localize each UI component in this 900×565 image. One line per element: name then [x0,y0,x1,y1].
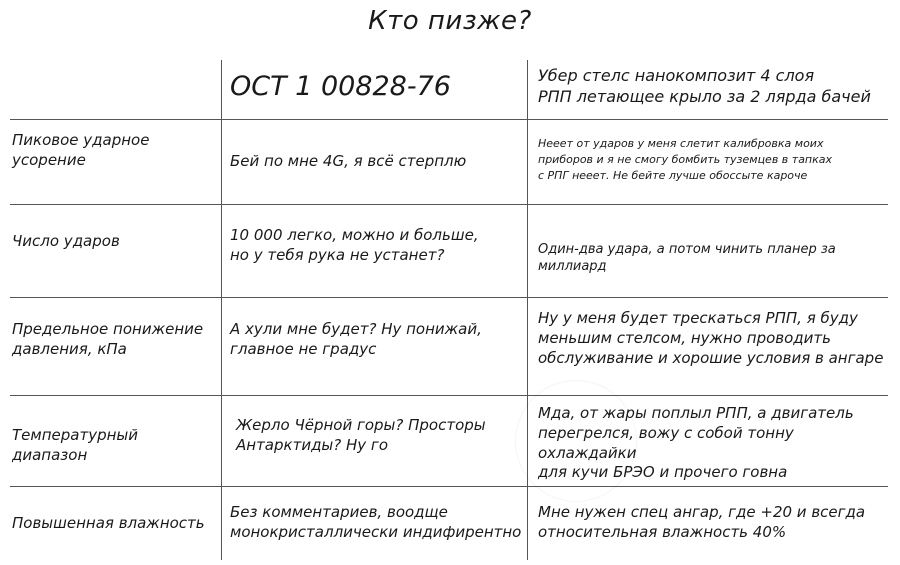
row-5-parameter: Повышенная влажность [12,514,205,532]
header-stealth-composite: Убер стелс нанокомпозит 4 слоя РПП летающее крыло за 2 лярда бачей [538,66,871,107]
table-divider-row-4 [10,395,888,396]
table-divider-vertical-2 [527,60,528,560]
table-divider-row-2 [10,204,888,205]
table-divider-row-5 [10,486,888,487]
row-2-composite-value: Один-два удара, а потом чинить планер за миллиард [538,242,836,275]
row-4-ost-value: Жерло Чёрной горы? Просторы Антарктиды? Ну го [236,416,486,454]
row-2-parameter: Число ударов [12,232,120,250]
row-1-composite-value: Нееет от ударов у меня слетит калибровка моих приборов и я не смогу бомбить туземцев в тапках с РПГ нееет. Не бейте лучше обоссыте кароче [538,137,833,182]
row-4-composite-value: Мда, от жары поплыл РПП, а двигатель перегрелся, вожу с собой тонну охлаждайки для кучи БРЭО и прочего говна [538,404,854,482]
row-3-ost-value: А хули мне будет? Ну понижай, главное не градус [230,320,482,358]
row-5-ost-value: Без комментариев, воодще монокристаллически индифирентно [230,503,522,541]
row-1-parameter: Пиковое ударное усорение [12,131,150,169]
table-divider-vertical-1 [221,60,222,560]
row-4-parameter: Температурный диапазон [12,426,138,464]
page-title: Кто пизже? [368,6,532,36]
table-divider-row-3 [10,297,888,298]
row-2-ost-value: 10 000 легко, можно и больше, но у тебя рука не устанет? [230,226,479,264]
row-5-composite-value: Мне нужен спец ангар, где +20 и всегда относительная влажность 40% [538,503,866,541]
row-1-ost-value: Бей по мне 4G, я всё стерплю [230,152,467,170]
row-3-parameter: Предельное понижение давления, кПа [12,320,204,358]
header-standard-ost: ОСТ 1 00828-76 [230,71,451,102]
row-3-composite-value: Ну у меня будет трескаться РПП, я буду меньшим стелсом, нужно проводить обслуживание и хорошие условия в ангаре [538,309,884,367]
table-divider-row-1 [10,119,888,120]
